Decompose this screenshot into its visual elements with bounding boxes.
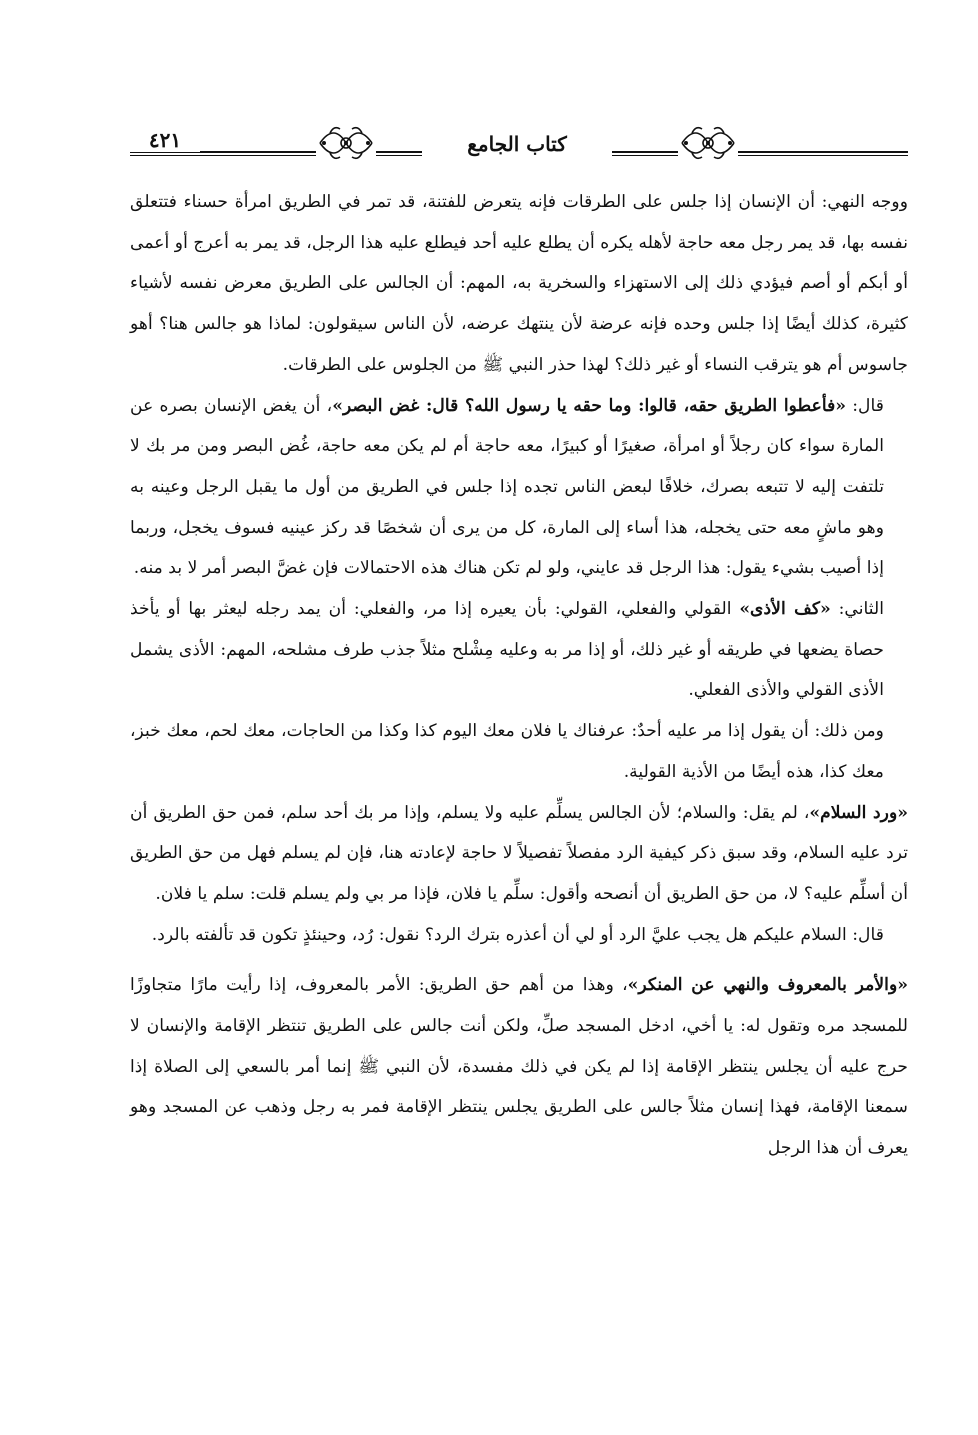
page-header (130, 118, 908, 168)
paragraph (130, 386, 908, 590)
paragraph (130, 182, 908, 386)
hadith-quote: «ورد السلام» (809, 802, 908, 823)
page-number: ٤٢١ (130, 128, 200, 152)
paragraph (130, 965, 908, 1169)
paragraph (130, 711, 908, 792)
paragraph-intro: قال: (846, 395, 884, 416)
page-body (130, 182, 908, 1169)
paragraph-intro: الثاني: (830, 599, 884, 620)
hadith-quote: «والأمر بالمعروف والنهي عن المنكر» (627, 975, 908, 996)
paragraph (130, 915, 908, 956)
paragraph (130, 589, 908, 711)
paragraph-text: ، وهذا من أهم حق الطريق: الأمر بالمعروف، إذا رأيت مارًا متجاوزًا للمسجد مره وتقول له: يا أخي، ادخل المسجد صلِّ، ولكن أنت جالس على الطريق تنتظر الإقامة والإنسان لا حرج عليه أن يجلس ينتظر الإقامة إذا لم يكن في ذلك مفسدة، لأن النبي ﷺ إنما أمر بالسعي إلى الصلاة إذا سمعنا الإقامة، فهذا إنسان مثلاً جالس على الطريق يجلس ينتظر الإقامة فمر به رجل وذهب عن المسجد وهو يعرف أن هذا الرجل (130, 975, 908, 1159)
hadith-quote: «فأعطوا الطريق حقه، قالوا: وما حقه يا رسول الله؟ قال: غض البصر» (332, 395, 847, 416)
floral-ornament-icon (678, 118, 738, 168)
paragraph-text: قال: السلام عليكم هل يجب عليَّ الرد أو لي أن أعذره بترك الرد؟ نقول: رُد، وحينئذٍ تكون قد تألفته بالرد. (151, 924, 884, 945)
paragraph-text: ، لم يقل: والسلام؛ لأن الجالس يسلِّم عليه ولا يسلم، وإذا مر بك أحد سلم، فمن حق الطريق أن ترد عليه السلام، وقد سبق ذكر كيفية الرد مفصلاً تفصيلاً لا حاجة لإعادته هنا، فإن لم يسلم فهل من حق الطريق أن أسلِّم عليه؟ لا، من حق الطريق أن أنصحه وأقول: سلِّم يا فلان، فإذا مر بي ولم يسلم قلت: سلم يا فلان. (130, 802, 908, 904)
paragraph (130, 793, 908, 915)
book-title: كتاب الجامع (422, 132, 612, 156)
paragraph-text: القولي والفعلي، القولي: بأن يعيره إذا مر، والفعلي: أن يمد رجله ليعثر بها أو يأخذ حصاة يضعها في طريقه أو غير ذلك، أو إذا مر به وعليه مِشْلح مثلاً جذب طرف مشلحه، المهم: الأذى يشمل الأذى القولي والأذى الفعلي. (130, 599, 884, 701)
hadith-quote: «كف الأذى» (739, 599, 831, 620)
paragraph-text: ، أن يغض الإنسان بصره عن المارة سواء كان رجلاً أو امرأة، صغيرًا أو كبيرًا، معه حاجة أم لم يكن معه حاجة، غُض البصر ومن مر بك لا تلتفت إليه لا تتبعه بصرك، خلافًا لبعض الناس تجده إذا جلس في الطريق من أول ما يقبل الرجل وعينه به وهو ماشٍ معه حتى يخجله، هذا أساء إلى المارة، كل من يرى أن شخصًا قد ركز عينيه فسوف يخجل، وربما إذا أصيب بشيء يقول: هذا الرجل قد عايني، ولو لم تكن هناك هذه الاحتمالات فإن غضَّ البصر أمر لا بد منه. (130, 395, 884, 579)
paragraph-text: ووجه النهي: أن الإنسان إذا جلس على الطرقات فإنه يتعرض للفتنة، قد تمر في الطريق امرأة حسناء فتتعلق نفسه بها، قد يمر رجل معه حاجة لأهله يكره أن يطلع عليه أحد فيطلع عليه هذا الرجل، قد يمر به أعرج أو أعمى أو أبكم أو أصم فيؤدي ذلك إلى الاستهزاء والسخرية به، المهم: أن الجالس على الطريق معرض نفسه لأشياء كثيرة، كذلك أيضًا إذا جلس وحده فإنه عرضة لأن ينتهك عرضه، لأن الناس سيقولون: لماذا هو جالس هنا؟ أهو جاسوس أم هو يترقب النساء أو غير ذلك؟ لهذا حذر النبي ﷺ من الجلوس على الطرقات. (130, 192, 908, 375)
floral-ornament-icon (316, 118, 376, 168)
paragraph-text: ومن ذلك: أن يقول إذا مر عليه أحدٌ: عرفناك يا فلان معك اليوم كذا وكذا من الحاجات، معك لحم، معك خبز، معك كذا، هذه أيضًا من الأذية القولية. (130, 721, 884, 782)
